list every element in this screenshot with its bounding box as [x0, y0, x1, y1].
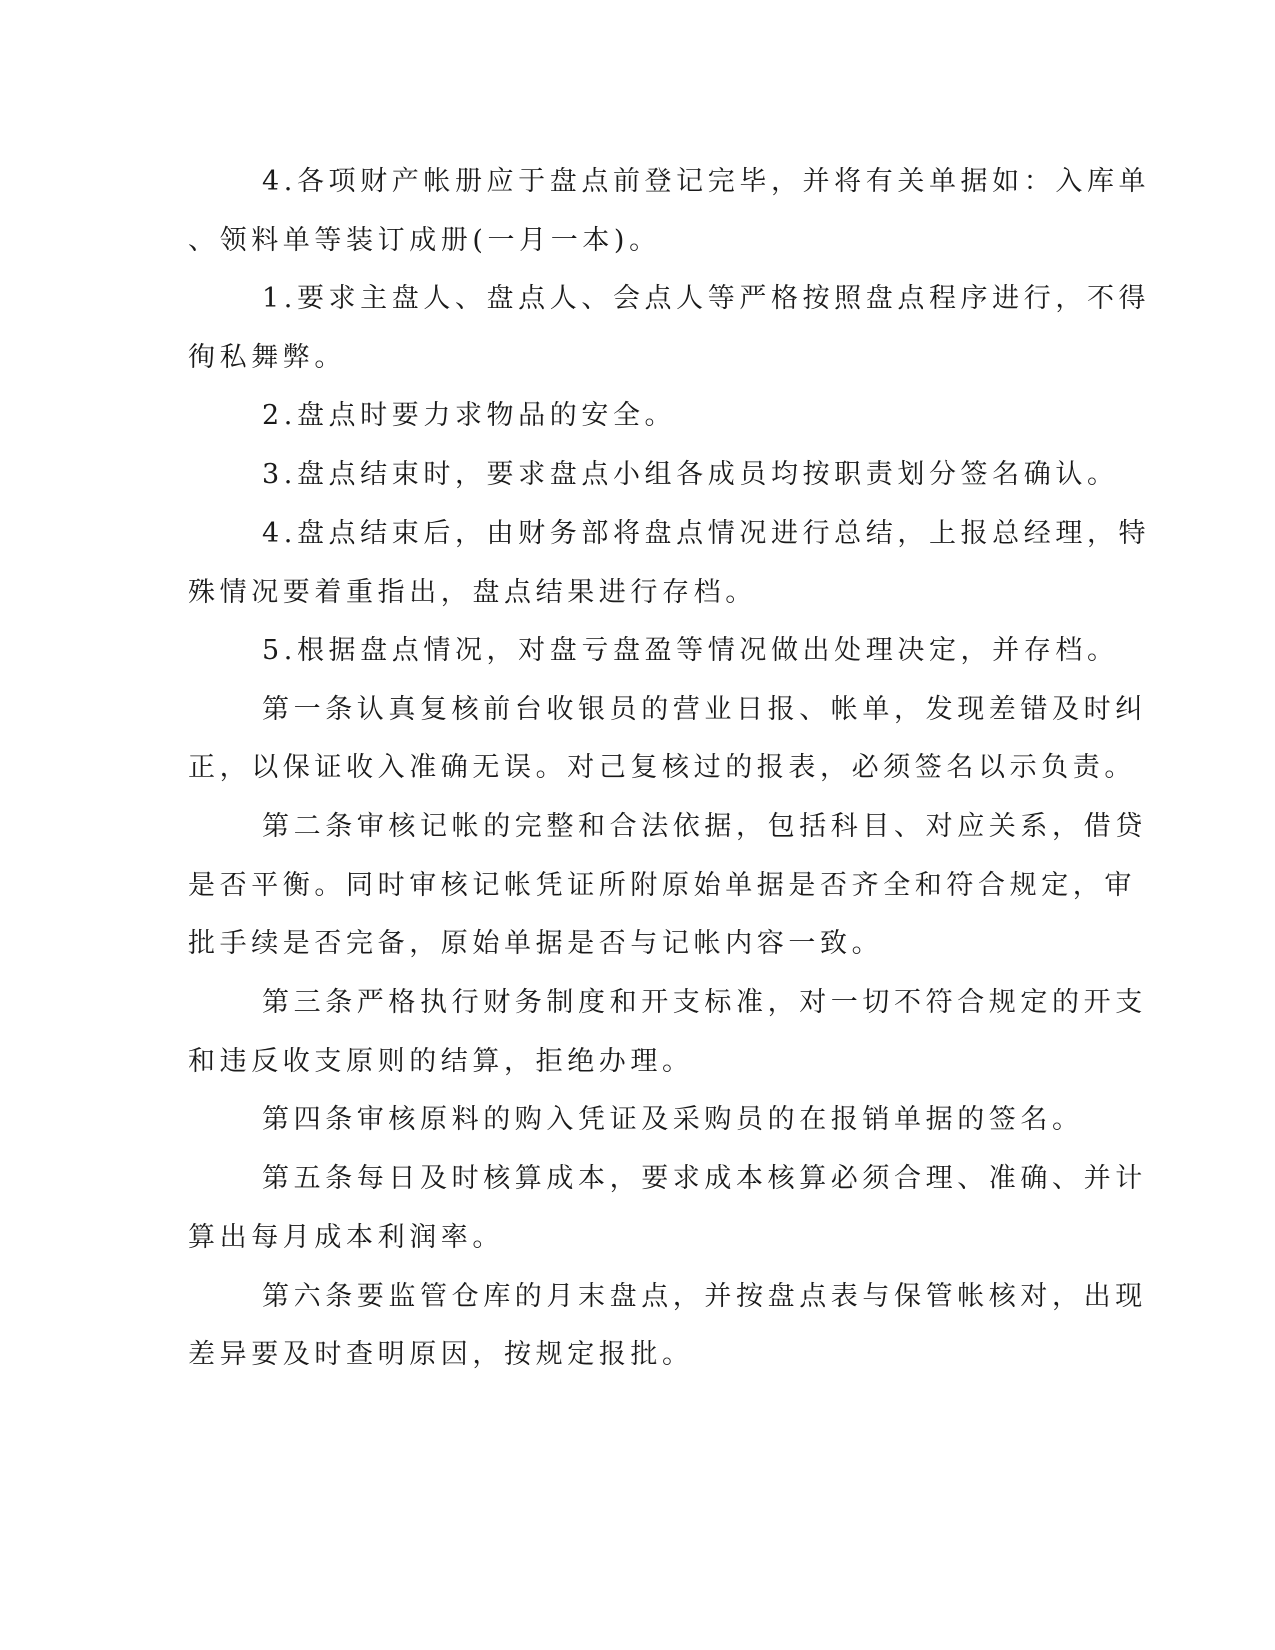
- text-line: 第四条审核原料的购入凭证及采购员的在报销单据的签名。: [262, 1104, 1084, 1135]
- text-line: 第一条认真复核前台收银员的营业日报、帐单，发现差错及时纠: [262, 694, 1147, 725]
- text-line: 第五条每日及时核算成本，要求成本核算必须合理、准确、并计: [262, 1163, 1147, 1194]
- text-line: 1.要求主盘人、盘点人、会点人等严格按照盘点程序进行，不得: [262, 283, 1151, 314]
- text-line: 是否平衡。同时审核记帐凭证所附原始单据是否齐全和符合规定，审: [188, 870, 1136, 901]
- text-line: 第三条严格执行财务制度和开支标准，对一切不符合规定的开支: [262, 987, 1147, 1018]
- text-line: 殊情况要着重指出，盘点结果进行存档。: [188, 577, 757, 608]
- text-line: 第二条审核记帐的完整和合法依据，包括科目、对应关系，借贷: [262, 811, 1147, 842]
- text-line: 第六条要监管仓库的月末盘点，并按盘点表与保管帐核对，出现: [262, 1281, 1147, 1312]
- text-line: 差异要及时查明原因，按规定报批。: [188, 1339, 694, 1370]
- text-line: 批手续是否完备，原始单据是否与记帐内容一致。: [188, 928, 884, 959]
- text-line: 3.盘点结束时，要求盘点小组各成员均按职责划分签名确认。: [262, 459, 1119, 490]
- text-line: 4.盘点结束后，由财务部将盘点情况进行总结，上报总经理，特: [262, 518, 1151, 549]
- text-line: 正，以保证收入准确无误。对己复核过的报表，必须签名以示负责。: [188, 752, 1136, 783]
- text-line: 徇私舞弊。: [188, 342, 346, 373]
- text-line: 和违反收支原则的结算，拒绝办理。: [188, 1046, 694, 1077]
- text-line: 4.各项财产帐册应于盘点前登记完毕，并将有关单据如：入库单: [262, 166, 1151, 197]
- text-line: 、领料单等装订成册(一月一本)。: [188, 225, 661, 256]
- text-line: 算出每月成本利润率。: [188, 1222, 504, 1253]
- text-line: 5.根据盘点情况，对盘亏盘盈等情况做出处理决定，并存档。: [262, 635, 1119, 666]
- text-line: 2.盘点时要力求物品的安全。: [262, 400, 677, 431]
